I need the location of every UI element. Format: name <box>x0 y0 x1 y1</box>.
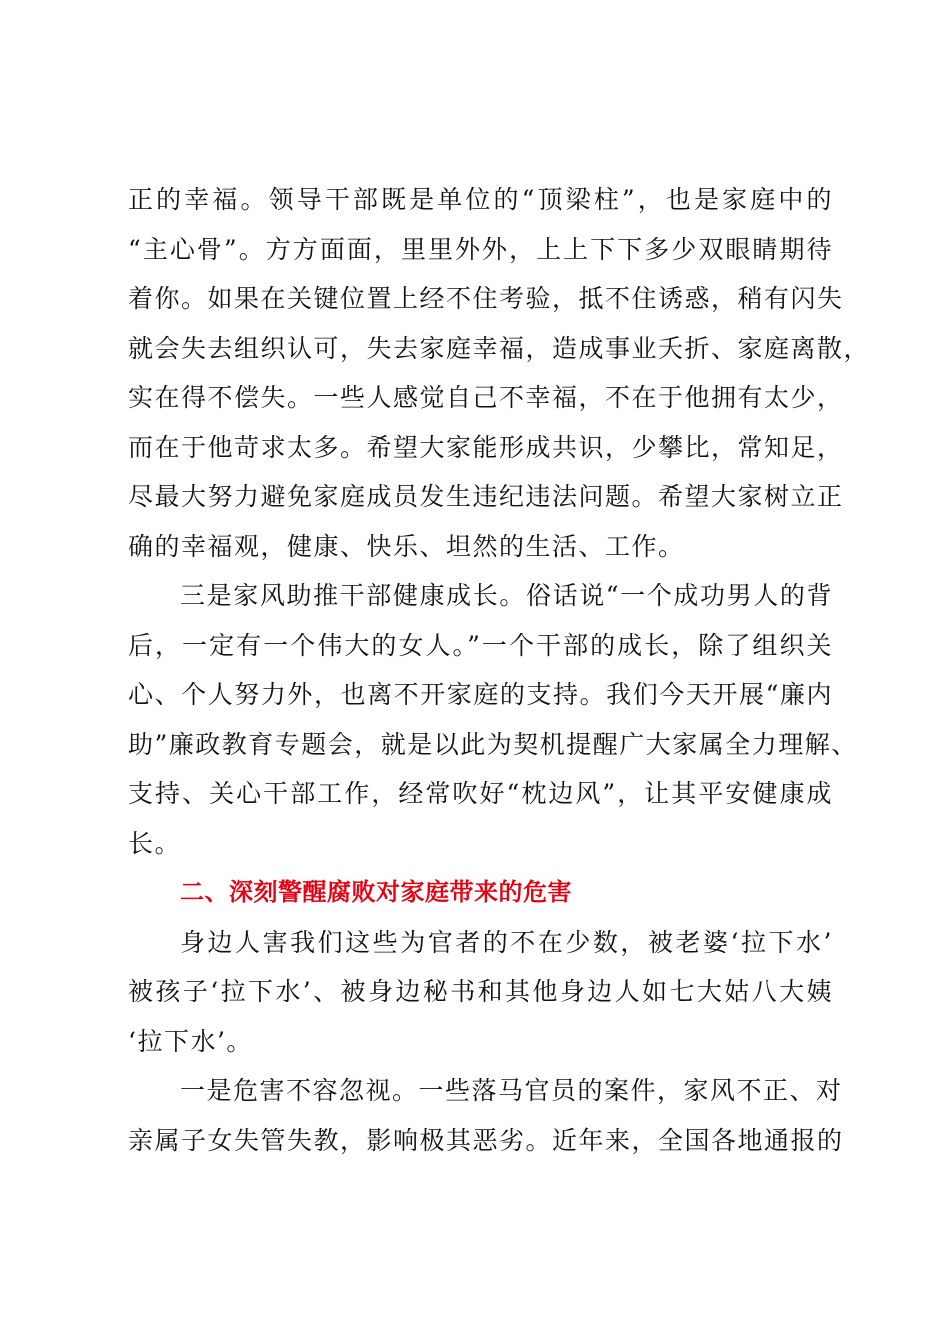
paragraph-line: 而在于他苛求太多。希望大家能形成共识，少攀比，常知足， <box>128 432 844 462</box>
paragraph-line: 身边人害我们这些为官者的不在少数，被老婆‘拉下水’ <box>180 927 833 957</box>
paragraph-line: 心、个人努力外，也离不开家庭的支持。我们今天开展“廉内 <box>128 680 833 709</box>
paragraph-line: 三是家风助推干部健康成长。俗话说“一个成功男人的背 <box>180 581 833 610</box>
paragraph-line: 尽最大努力避免家庭成员发生违纪违法问题。希望大家树立正 <box>128 482 844 511</box>
paragraph-line: 支持、关心干部工作，经常吹好“枕边风”，让其平安健康成 <box>128 779 833 808</box>
paragraph-line: 着你。如果在关键位置上经不住考验，抵不住诱惑，稍有闪失 <box>128 284 844 313</box>
paragraph-line: 就会失去组织认可，失去家庭幸福，造成事业夭折、家庭离散， <box>128 333 871 363</box>
paragraph-line: 被孩子‘拉下水’、被身边秘书和其他身边人如七大姑八大姨 <box>128 977 833 1006</box>
paragraph-line: 助”廉政教育专题会，就是以此为契机提醒广大家属全力理解、 <box>128 729 858 759</box>
paragraph-line: ‘拉下水’。 <box>128 1026 253 1056</box>
paragraph-line: 亲属子女失管失教，影响极其恶劣。近年来，全国各地通报的 <box>128 1125 844 1155</box>
paragraph-line: 一是危害不容忽视。一些落马官员的案件，家风不正、对 <box>180 1076 843 1105</box>
document-body <box>128 175 871 1165</box>
paragraph-line: 实在得不偿失。一些人感觉自己不幸福，不在于他拥有太少， <box>128 383 844 412</box>
paragraph-line: “主心骨”。方方面面，里里外外，上上下下多少双眼睛期待 <box>128 234 833 264</box>
section-heading: 二、深刻警醒腐败对家庭带来的危害 <box>180 878 572 906</box>
paragraph-line: 后，一定有一个伟大的女人。”一个干部的成长，除了组织关 <box>128 630 833 660</box>
paragraph-line: 确的幸福观，健康、快乐、坦然的生活、工作。 <box>128 531 685 561</box>
paragraph-line: 正的幸福。领导干部既是单位的“顶梁柱”，也是家庭中的 <box>128 185 833 214</box>
paragraph-line: 长。 <box>128 828 182 858</box>
